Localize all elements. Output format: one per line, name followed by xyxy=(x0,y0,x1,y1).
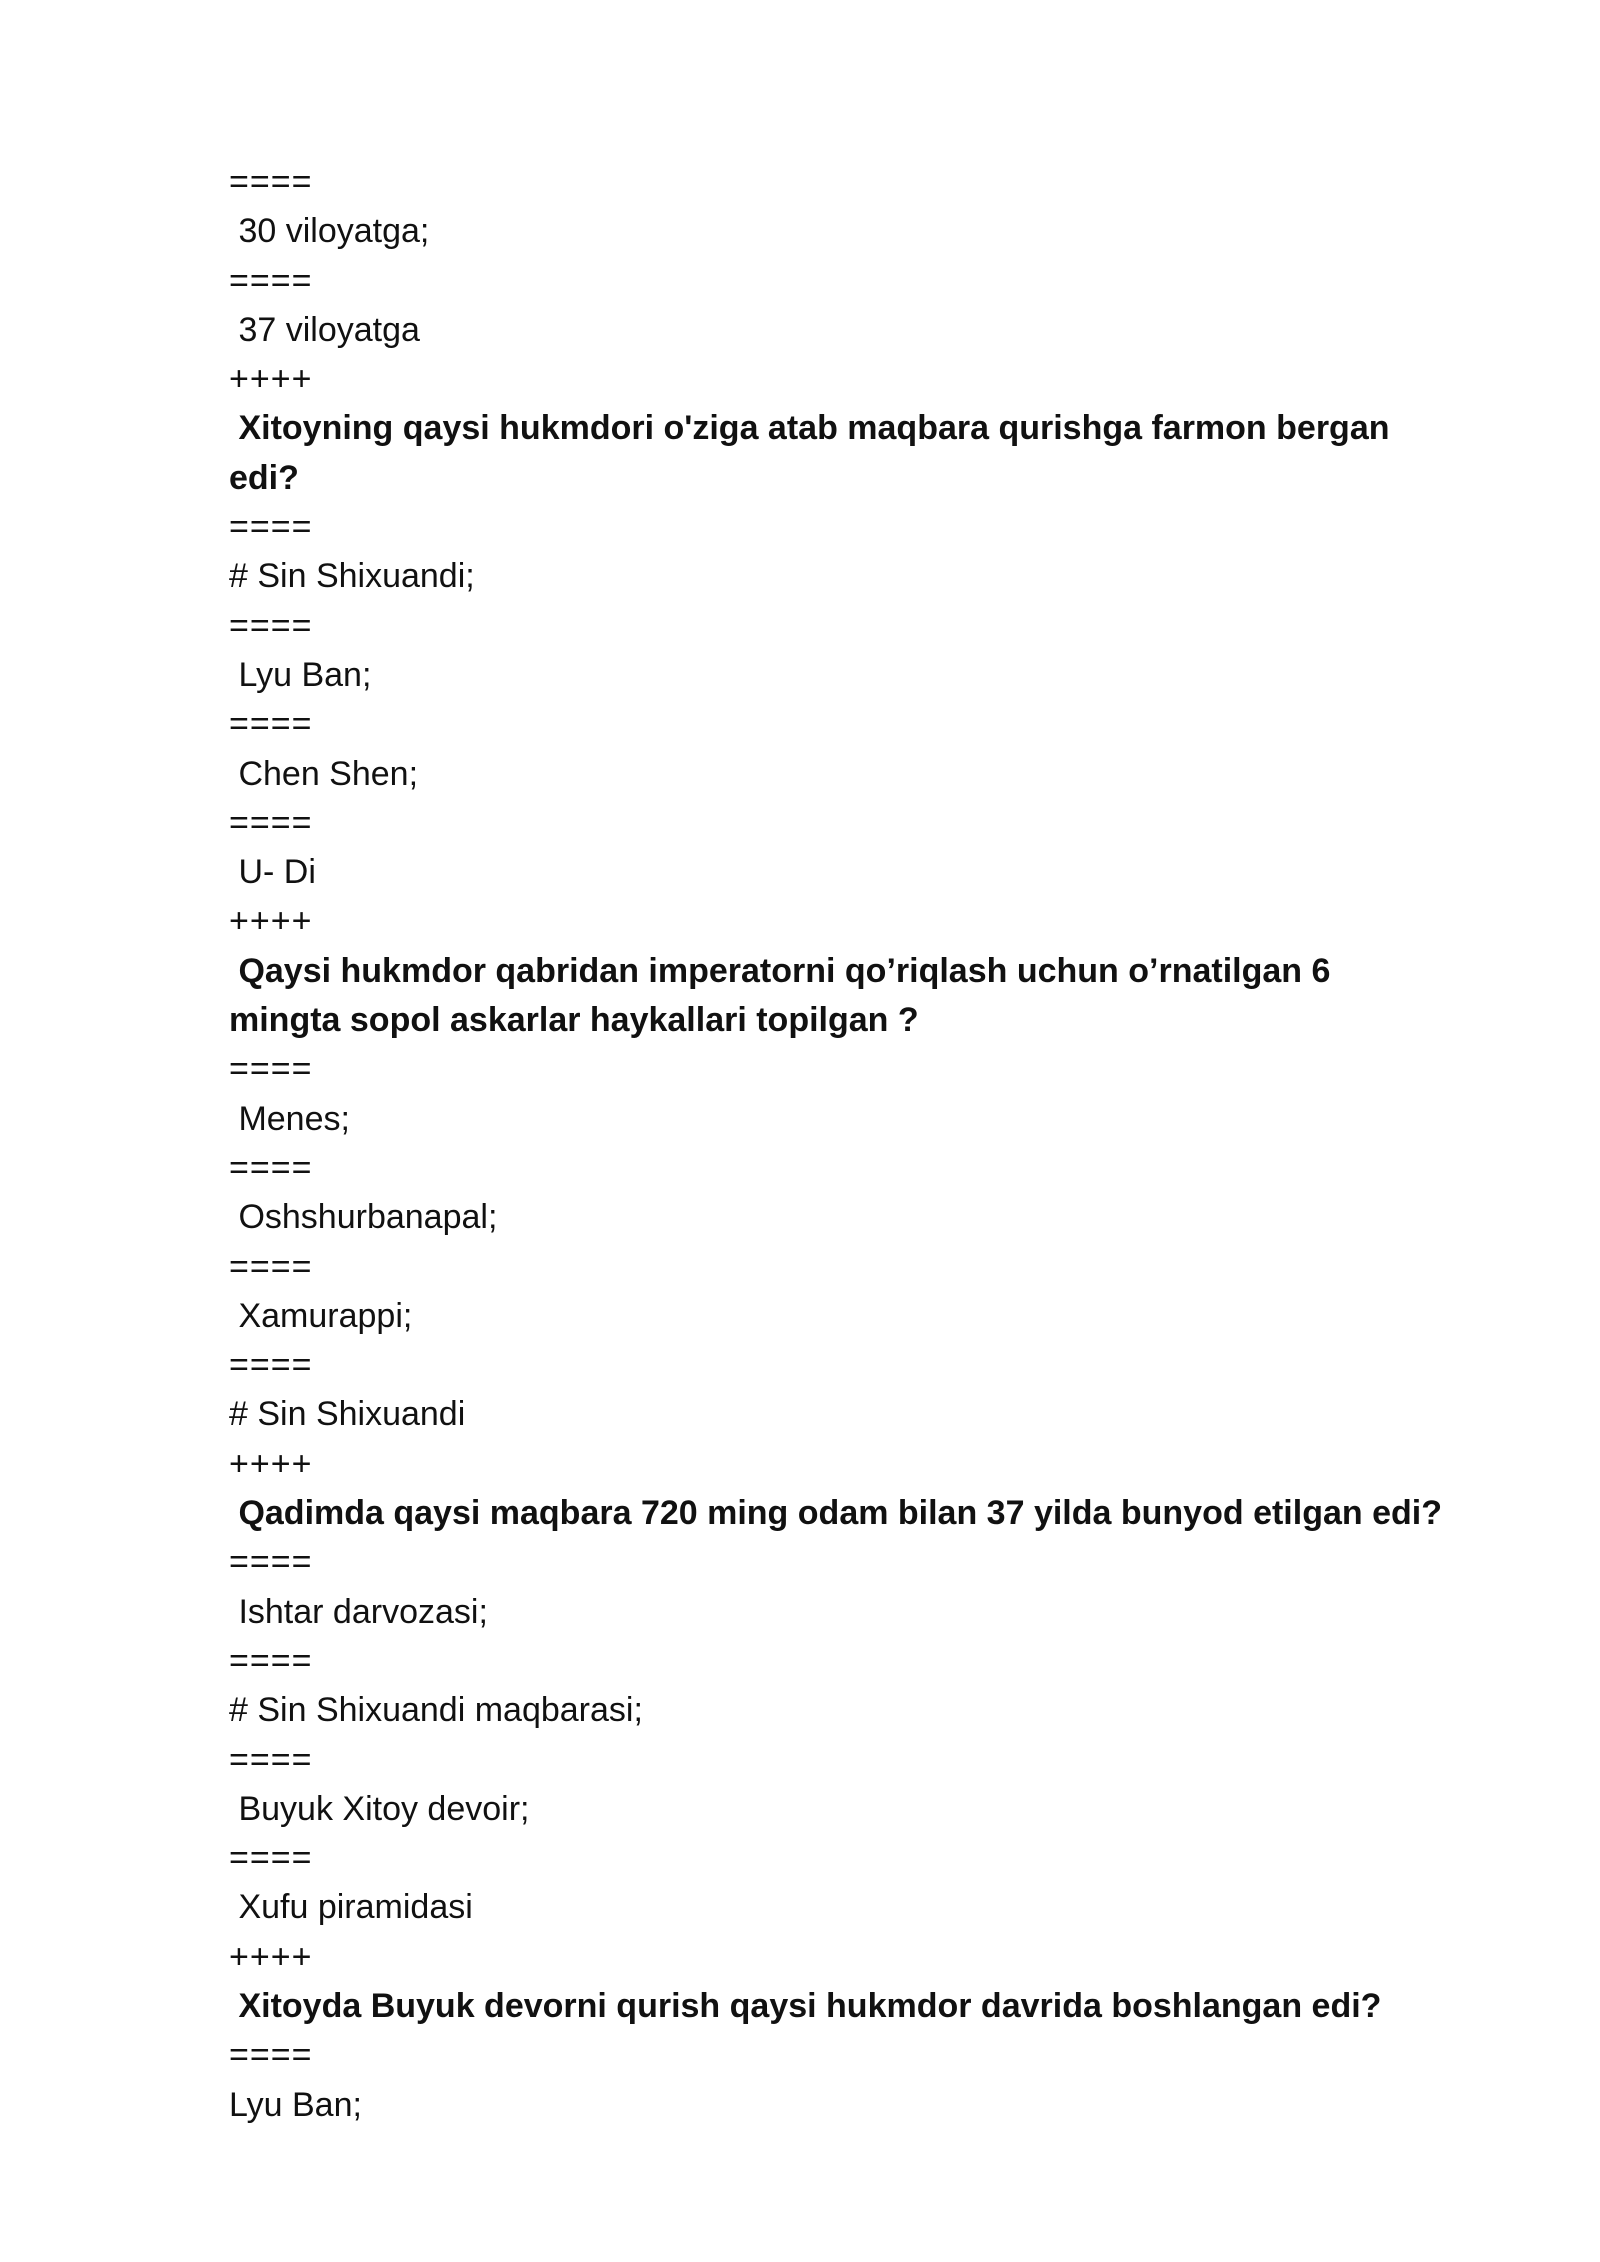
question-text: Qadimda qaysi maqbara 720 ming odam bilan 37 yilda bunyod etilgan edi? xyxy=(229,1494,1442,1533)
question-text: Qaysi hukmdor qabridan imperatorni qo’riqlash uchun o’rnatilgan 6 mingta sopol askarlar haykallari topilgan ? xyxy=(229,951,1340,1040)
separator-line: ==== xyxy=(229,1839,313,1878)
separator-line: ==== xyxy=(229,1543,313,1582)
answer-option: Lyu Ban; xyxy=(229,2085,362,2124)
separator-line: ==== xyxy=(229,803,313,842)
separator-line: ==== xyxy=(229,1050,313,1089)
answer-option: Xufu piramidasi xyxy=(229,1888,473,1927)
answer-option: Lyu Ban; xyxy=(229,655,372,694)
separator-line: ==== xyxy=(229,1148,313,1187)
separator-line: ==== xyxy=(229,1740,313,1779)
separator-line: ==== xyxy=(229,1247,313,1286)
question-text: Xitoyda Buyuk devorni qurish qaysi hukmdor davrida boshlangan edi? xyxy=(229,1986,1382,2025)
separator-line: ++++ xyxy=(229,902,313,941)
separator-line: ==== xyxy=(229,163,313,201)
separator-line: ==== xyxy=(229,261,313,300)
separator-line: ==== xyxy=(229,705,313,744)
separator-line: ++++ xyxy=(229,1444,313,1483)
separator-line: ++++ xyxy=(229,1937,313,1976)
answer-option: # Sin Shixuandi maqbarasi; xyxy=(229,1691,643,1730)
separator-line: ==== xyxy=(229,1641,313,1680)
separator-line: ==== xyxy=(229,508,313,547)
answer-option: Menes; xyxy=(229,1099,350,1138)
answer-option: Xamurappi; xyxy=(229,1296,413,1335)
answer-option: # Sin Shixuandi; xyxy=(229,557,475,596)
answer-option: 37 viloyatga xyxy=(229,310,420,349)
separator-line: ==== xyxy=(229,606,313,645)
answer-option: 30 viloyatga; xyxy=(229,212,430,251)
answer-option: Ishtar darvozasi; xyxy=(229,1592,488,1631)
answer-option: Chen Shen; xyxy=(229,754,419,793)
answer-option: Oshshurbanapal; xyxy=(229,1198,498,1237)
separator-line: ==== xyxy=(229,1346,313,1385)
question-text: Xitoyning qaysi hukmdori o'ziga atab maqbara qurishga farmon bergan edi? xyxy=(229,409,1399,497)
answer-option: # Sin Shixuandi xyxy=(229,1395,466,1434)
document-body xyxy=(229,158,1449,2130)
separator-line: ++++ xyxy=(229,360,313,399)
answer-option: Buyuk Xitoy devoir; xyxy=(229,1789,530,1828)
answer-option: U- Di xyxy=(229,853,316,892)
separator-line: ==== xyxy=(229,2036,313,2075)
